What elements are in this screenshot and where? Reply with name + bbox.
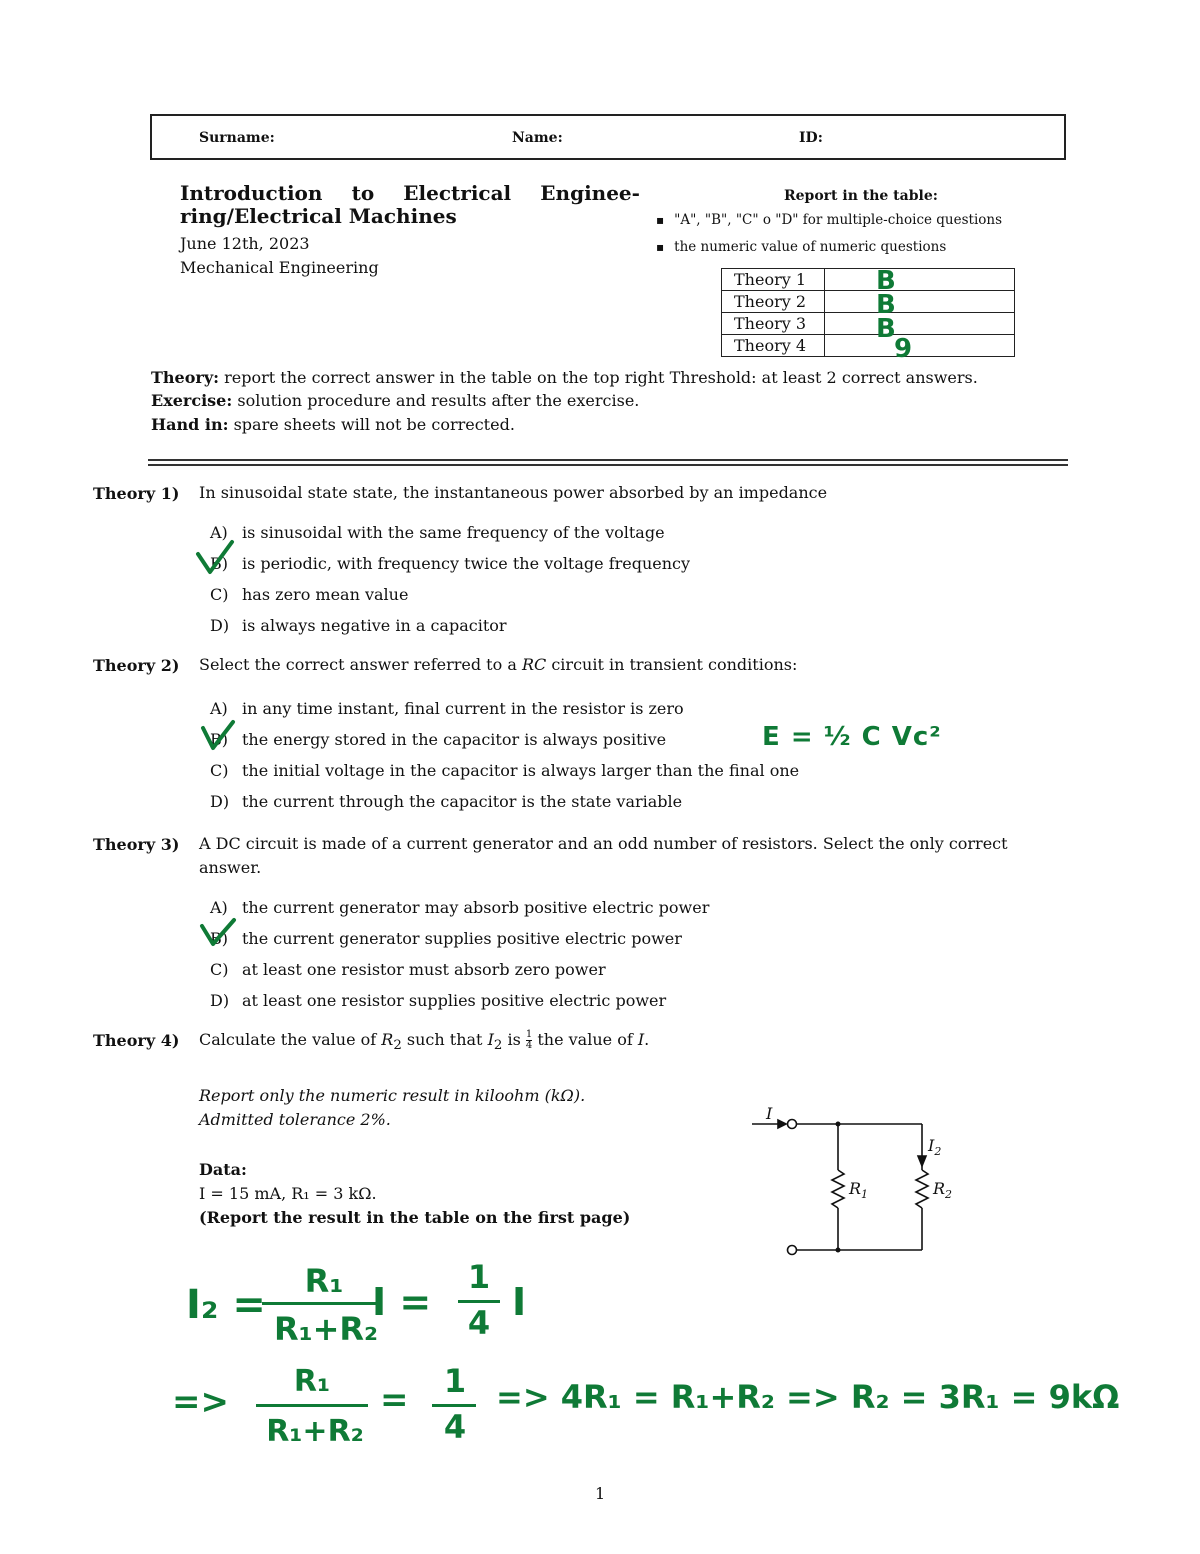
instruction-hand-in: Hand in: spare sheets will not be corrected. — [151, 415, 515, 434]
table-row — [722, 269, 1015, 291]
handwritten-eq1-den: R₁+R₂ — [273, 1310, 379, 1348]
name-label: Name: — [512, 130, 563, 146]
question-label: Theory 2) — [93, 656, 180, 675]
instruction-theory: Theory: report the correct answer in the table on the top right Threshold: at least 2 correct answers. — [151, 368, 978, 387]
report-note: (Report the result in the table on the first page) — [199, 1208, 631, 1227]
handwritten-fraction-bar — [256, 1404, 368, 1407]
handwritten-eq1-num: R₁ — [304, 1262, 344, 1300]
tolerance-note: Admitted tolerance 2%. — [199, 1110, 391, 1129]
option[interactable]: C) at least one resistor must absorb zero power — [210, 960, 606, 979]
handwritten-eq2-rest: => 4R₁ = R₁+R₂ => R₂ = 3R₁ = 9kΩ — [496, 1378, 1120, 1416]
current-arrowhead — [778, 1120, 786, 1128]
course-title: Introduction to Electrical Enginee- ring/Electrical Machines — [180, 181, 640, 228]
handwritten-answer: 9 — [894, 334, 913, 364]
handwritten-eq2-den: R₁+R₂ — [266, 1414, 364, 1449]
divider — [148, 459, 1068, 461]
surname-label: Surname: — [199, 130, 275, 146]
handwritten-eq1-lhs: I₂ = — [186, 1282, 266, 1328]
handwritten-fraction-bar — [458, 1300, 500, 1303]
answer-cell[interactable] — [825, 335, 1015, 357]
divider — [148, 464, 1068, 466]
handwritten-energy-formula: E = ½ C Vc² — [762, 722, 942, 752]
answer-table — [721, 268, 1015, 357]
report-bullet: ▪ the numeric value of numeric questions — [656, 239, 946, 255]
circuit-r2-label: $R_2$ — [933, 1179, 953, 1202]
junction-dot — [836, 1248, 841, 1253]
handwritten-answer: B — [876, 290, 896, 320]
department: Mechanical Engineering — [180, 258, 379, 277]
option[interactable]: B) the energy stored in the capacitor is always positive — [210, 730, 667, 749]
option[interactable]: B) is periodic, with frequency twice the voltage frequency — [210, 554, 691, 573]
student-info-box — [150, 114, 1066, 160]
junction-dot — [836, 1122, 841, 1127]
option[interactable]: C) the initial voltage in the capacitor is always larger than the final one — [210, 761, 800, 780]
question-text: A DC circuit is made of a current generator and an odd number of resistors. Select the only correct answer. — [199, 834, 1008, 877]
r2-resistor — [916, 1170, 928, 1208]
table-row — [722, 291, 1015, 313]
report-heading: Report in the table: — [784, 188, 938, 204]
handwritten-fraction-bar — [432, 1404, 476, 1407]
question-label: Theory 3) — [93, 835, 180, 854]
exam-date: June 12th, 2023 — [180, 234, 310, 253]
handwritten-eq1-end: I — [512, 1280, 527, 1324]
question-text: Select the correct answer referred to a RC circuit in transient conditions: — [199, 655, 798, 674]
table-label: Theory 4 — [722, 335, 825, 357]
handwritten-eq2-frac-den: 4 — [443, 1408, 467, 1446]
id-label: ID: — [799, 130, 823, 146]
page-number: 1 — [595, 1484, 606, 1503]
question-text: Calculate the value of $R_2$ such that $I_2$ is $\frac{1}{4}$ the value of I. — [199, 1029, 650, 1054]
handwritten-eq2-eq: = — [380, 1380, 409, 1420]
option[interactable]: B) the current generator supplies positive electric power — [210, 929, 682, 948]
answer-cell[interactable] — [825, 313, 1015, 335]
option[interactable]: A) in any time instant, final current in the resistor is zero — [210, 699, 684, 718]
table-label: Theory 3 — [722, 313, 825, 335]
circuit-current-label: I — [766, 1104, 773, 1123]
answer-cell[interactable] — [825, 291, 1015, 313]
option[interactable]: A) is sinusoidal with the same frequency of the voltage — [210, 523, 665, 542]
handwritten-eq1-mid: I = — [372, 1280, 432, 1324]
question-text: In sinusoidal state state, the instantaneous power absorbed by an impedance — [199, 483, 828, 502]
handwritten-fraction-bar — [262, 1302, 380, 1305]
question-label: Theory 1) — [93, 484, 180, 503]
handwritten-answer: B — [876, 314, 896, 344]
r1-resistor — [832, 1170, 844, 1208]
data-label: Data: — [199, 1160, 247, 1179]
ground-terminal — [788, 1246, 797, 1255]
handwritten-eq1-frac-num: 1 — [467, 1258, 491, 1296]
circuit-i2-label: $I_2$ — [928, 1136, 942, 1159]
report-bullet: ▪ "A", "B", "C" o "D" for multiple-choice questions — [656, 212, 1002, 228]
table-label: Theory 1 — [722, 269, 825, 291]
option[interactable]: D) is always negative in a capacitor — [210, 616, 507, 635]
report-instruction: Report only the numeric result in kiloohm (kΩ). — [199, 1086, 586, 1105]
handwritten-eq2-arrow: => — [172, 1382, 229, 1422]
table-row — [722, 313, 1015, 335]
circuit-r1-label: $R_1$ — [849, 1179, 869, 1202]
handwritten-eq2-num: R₁ — [293, 1364, 331, 1399]
i2-arrowhead — [918, 1156, 926, 1166]
instruction-exercise: Exercise: solution procedure and results after the exercise. — [151, 391, 640, 410]
input-terminal — [788, 1120, 797, 1129]
question-label: Theory 4) — [93, 1031, 180, 1050]
answer-cell[interactable] — [825, 269, 1015, 291]
option[interactable]: A) the current generator may absorb positive electric power — [210, 898, 710, 917]
data-values: I = 15 mA, R₁ = 3 kΩ. — [199, 1184, 377, 1203]
option[interactable]: D) the current through the capacitor is the state variable — [210, 792, 683, 811]
handwritten-eq2-frac-num: 1 — [443, 1362, 467, 1400]
handwritten-eq1-frac-den: 4 — [467, 1304, 491, 1342]
table-row — [722, 335, 1015, 357]
option[interactable]: D) at least one resistor supplies positive electric power — [210, 991, 667, 1010]
table-label: Theory 2 — [722, 291, 825, 313]
handwritten-answer: B — [876, 266, 896, 296]
option[interactable]: C) has zero mean value — [210, 585, 409, 604]
